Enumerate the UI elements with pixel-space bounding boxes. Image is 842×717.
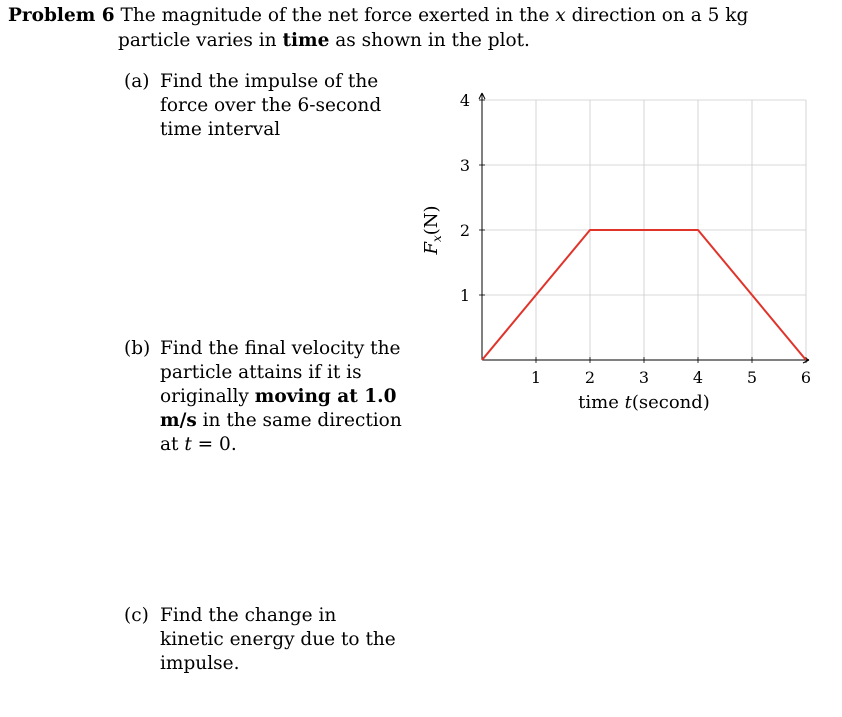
part-b-text-1: Find the final velocity the particle attains if it is originally: [160, 338, 401, 407]
part-b-tag: (b): [124, 338, 151, 359]
y-axis-label-unit: (N): [421, 205, 442, 236]
part-c-text: Find the change in kinetic energy due to the impulse.: [160, 605, 396, 674]
problem-var-x: x: [555, 5, 566, 26]
x-tick-label: 4: [692, 368, 704, 387]
y-axis-label-sub: x: [430, 235, 444, 243]
part-b-var-t: t: [184, 434, 192, 455]
x-axis-label: [578, 392, 710, 413]
part-a-tag: (a): [124, 71, 150, 92]
problem-label: Problem 6: [8, 5, 115, 26]
part-a-text: Find the impulse of the force over the 6-second time interval: [160, 71, 382, 140]
y-tick-label: 3: [459, 156, 470, 175]
x-axis-label-suffix: (second): [631, 392, 710, 413]
problem-text-4: as shown in the plot.: [329, 30, 530, 51]
problem-text-2: direction on a 5 kg: [565, 5, 749, 26]
x-axis-label-var: t: [624, 392, 632, 413]
x-axis-label-prefix: time: [578, 392, 625, 413]
part-b-text-3: = 0.: [191, 434, 237, 455]
y-tick-label: 2: [459, 221, 470, 240]
x-tick-label: 2: [584, 368, 596, 387]
y-axis-label: [421, 205, 444, 255]
chart-ticks: [460, 91, 811, 387]
y-axis-label-main: F: [421, 242, 442, 255]
y-tick-label: 1: [459, 286, 470, 305]
part-b-text-2: in the same direction at: [160, 410, 402, 455]
problem-bold-word: time: [282, 30, 330, 51]
part-c-tag: (c): [124, 605, 149, 626]
x-tick-label: 5: [746, 368, 758, 387]
problem-text-1: The magnitude of the net force exerted in the: [120, 5, 556, 26]
y-tick-label: 4: [459, 91, 470, 110]
x-tick-label: 1: [530, 368, 542, 387]
problem-text-3: particle varies in: [118, 30, 283, 51]
part-b-bold: moving at 1.0 m/s: [160, 386, 397, 431]
x-tick-label: 3: [638, 368, 650, 387]
x-tick-label: 6: [800, 368, 812, 387]
